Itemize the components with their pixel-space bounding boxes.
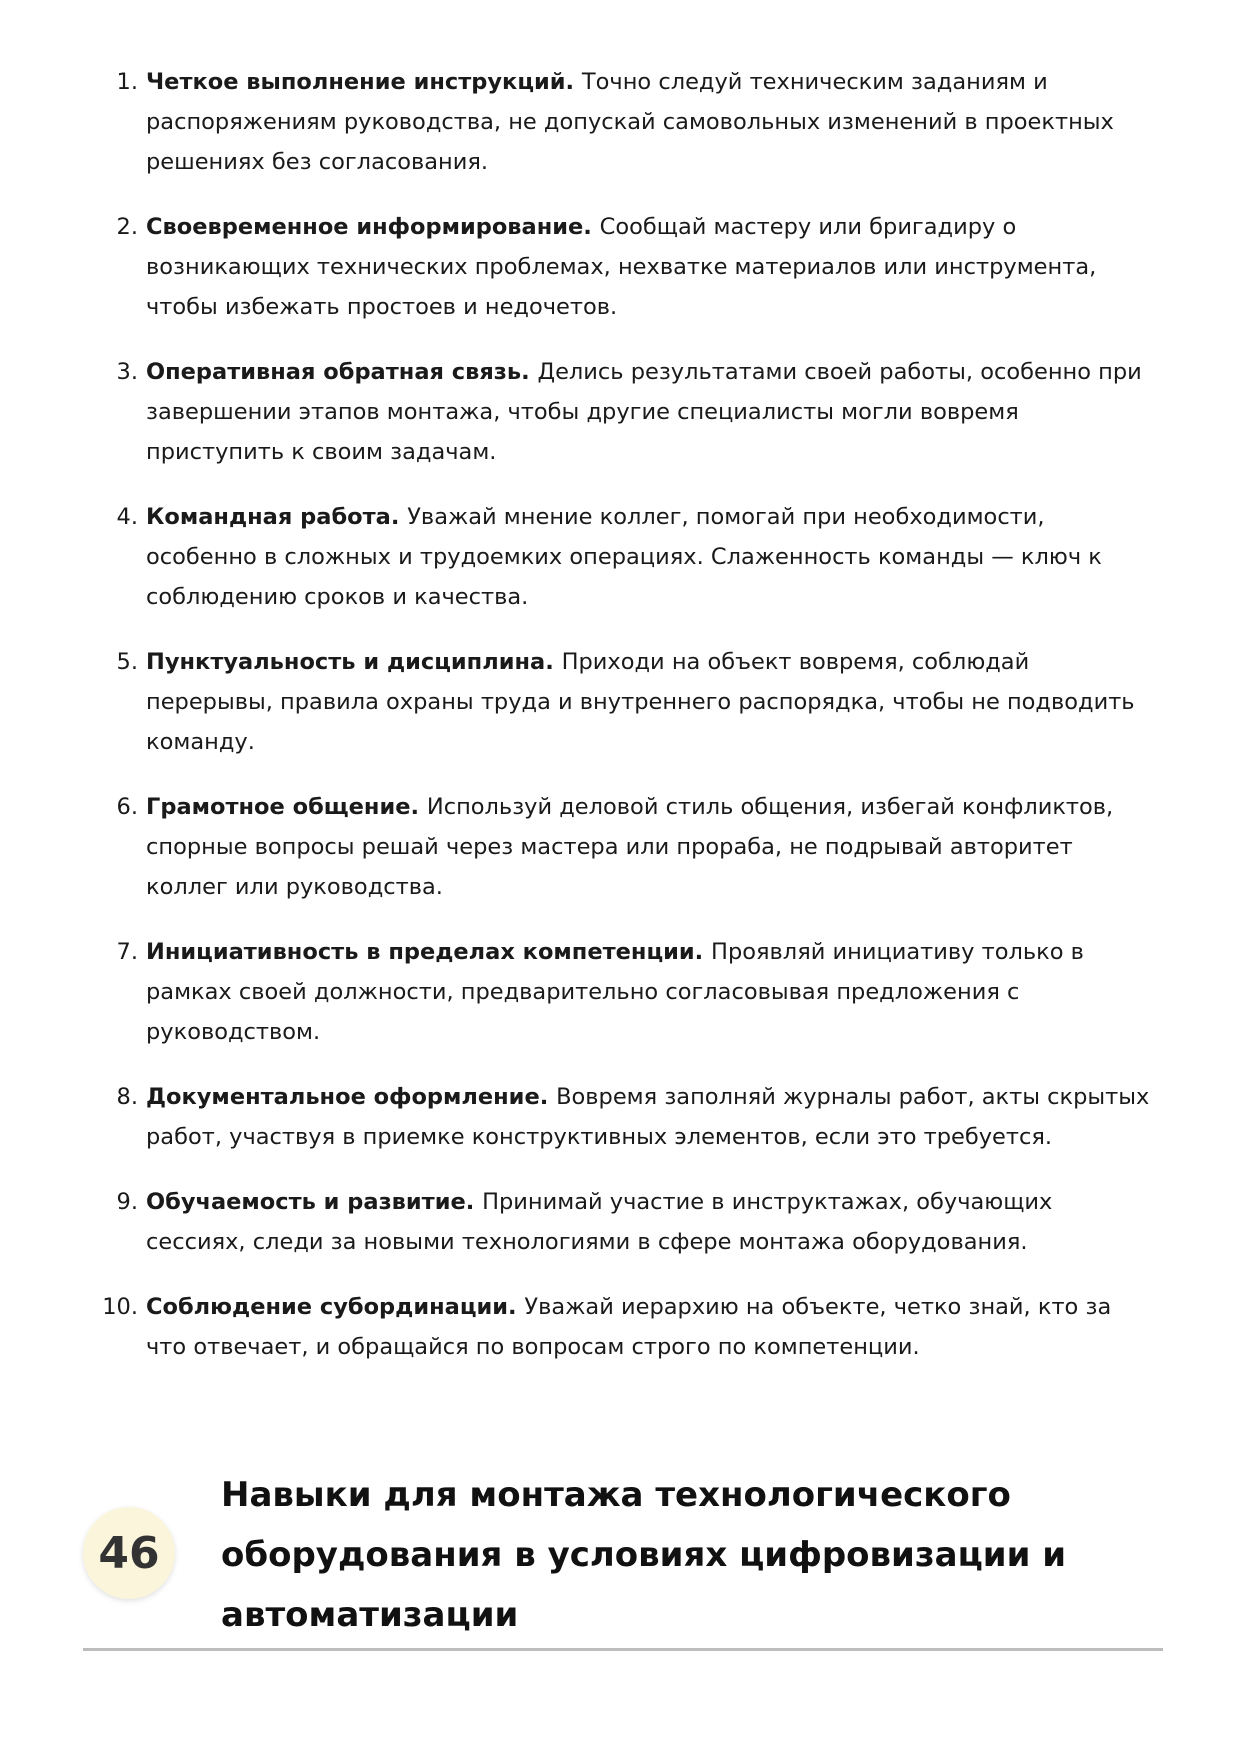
list-item bbox=[116, 932, 1156, 1052]
list-item-text: Приходи на объект вовремя, соблюдай перерывы, правила охраны труда и внутреннего распорядка, чтобы не подводить команду. bbox=[146, 649, 1135, 755]
list-item-text: Делись результатами своей работы, особенно при завершении этапов монтажа, чтобы другие специалисты могли вовремя приступить к своим задачам. bbox=[146, 359, 1142, 465]
section-title: Навыки для монтажа технологического оборудования в условиях цифровизации и автоматизации bbox=[221, 1475, 1067, 1635]
list-item-text: Вовремя заполняй журналы работ, акты скрытых работ, участвуя в приемке конструктивных элементов, если это требуется. bbox=[146, 1084, 1150, 1150]
list-item-text: Сообщай мастеру или бригадиру о возникающих технических проблемах, нехватке материалов или инструмента, чтобы избежать простоев и недочетов. bbox=[146, 214, 1097, 320]
list-item bbox=[116, 62, 1156, 182]
section-number-badge: 46 bbox=[83, 1507, 175, 1599]
list-item-text: Уважай мнение коллег, помогай при необходимости, особенно в сложных и трудоемких операциях. Слаженность команды — ключ к соблюдению сроков и качества. bbox=[146, 504, 1102, 610]
list-item-title: Соблюдение субординации. bbox=[146, 1294, 525, 1320]
list-item-title: Своевременное информирование. bbox=[146, 214, 600, 240]
rules-list bbox=[102, 62, 1156, 1392]
list-item-text: Принимай участие в инструктажах, обучающих сессиях, следи за новыми технологиями в сфере монтажа оборудования. bbox=[146, 1189, 1053, 1255]
list-item bbox=[116, 497, 1156, 617]
list-item-title: Пунктуальность и дисциплина. bbox=[146, 649, 562, 675]
section-header bbox=[83, 1455, 1163, 1651]
list-item-number: 5. bbox=[116, 649, 138, 675]
list-item bbox=[116, 1077, 1156, 1157]
list-item-text: Проявляй инициативу только в рамках своей должности, предварительно согласовывая предложения с руководством. bbox=[146, 939, 1084, 1045]
list-item-text: Используй деловой стиль общения, избегай конфликтов, спорные вопросы решай через мастера или прораба, не подрывай авторитет коллег или руководства. bbox=[146, 794, 1114, 900]
list-item-title: Грамотное общение. bbox=[146, 794, 427, 820]
list-item-title: Инициативность в пределах компетенции. bbox=[146, 939, 712, 965]
list-item-title: Командная работа. bbox=[146, 504, 408, 530]
list-item-number: 4. bbox=[116, 504, 138, 530]
list-item-number: 7. bbox=[116, 939, 138, 965]
list-item-number: 9. bbox=[116, 1189, 138, 1215]
list-item-title: Документальное оформление. bbox=[146, 1084, 557, 1110]
list-item-text: Точно следуй техническим заданиям и распоряжениям руководства, не допускай самовольных изменений в проектных решениях без согласования. bbox=[146, 69, 1114, 175]
list-item bbox=[116, 352, 1156, 472]
list-item-number: 2. bbox=[116, 214, 138, 240]
list-item-title: Обучаемость и развитие. bbox=[146, 1189, 483, 1215]
list-item bbox=[102, 1287, 1156, 1367]
list-item bbox=[116, 787, 1156, 907]
list-item-number: 1. bbox=[116, 69, 138, 95]
list-item-number: 10. bbox=[102, 1294, 138, 1320]
list-item-number: 6. bbox=[116, 794, 138, 820]
list-item bbox=[116, 1182, 1156, 1262]
list-item bbox=[116, 642, 1156, 762]
list-item-number: 8. bbox=[116, 1084, 138, 1110]
list-item-title: Оперативная обратная связь. bbox=[146, 359, 538, 385]
list-item bbox=[116, 207, 1156, 327]
list-item-text: Уважай иерархию на объекте, четко знай, кто за что отвечает, и обращайся по вопросам строго по компетенции. bbox=[146, 1294, 1112, 1360]
list-item-number: 3. bbox=[116, 359, 138, 385]
list-item-title: Четкое выполнение инструкций. bbox=[146, 69, 582, 95]
